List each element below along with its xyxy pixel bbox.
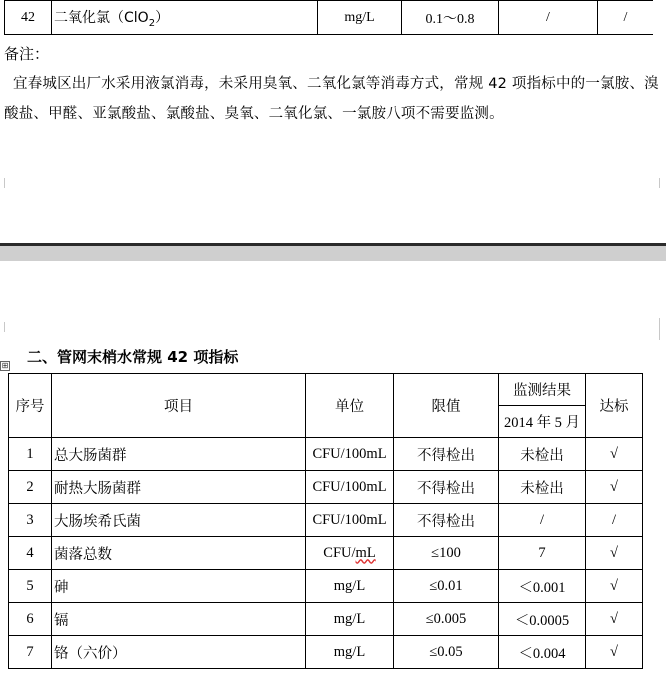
margin-mark-left-bottom — [4, 322, 11, 332]
row-unit: CFU/100mL — [306, 504, 394, 537]
row-index: 2 — [9, 471, 52, 504]
table-row — [9, 603, 643, 636]
row-result: 7 — [499, 537, 586, 570]
row-index: 4 — [9, 537, 52, 570]
table-row — [9, 504, 643, 537]
table-row — [9, 438, 643, 471]
page-gap — [0, 246, 666, 261]
row-item-name: 二氧化氯（ClO$_2$） — [52, 1, 318, 35]
margin-mark-right-top — [659, 178, 666, 188]
row-pass: √ — [586, 603, 643, 636]
row-limit: 不得检出 — [394, 504, 499, 537]
row-unit: CFU/100mL — [306, 471, 394, 504]
row-unit: mg/L — [306, 603, 394, 636]
row-pass: / — [598, 1, 654, 35]
row-item-name: 砷 — [52, 570, 306, 603]
row-unit: CFU/100mL — [306, 438, 394, 471]
row-result: / — [499, 504, 586, 537]
row-limit: ≤100 — [394, 537, 499, 570]
table-row — [5, 1, 654, 35]
table-row — [9, 471, 643, 504]
row-limit: ≤0.005 — [394, 603, 499, 636]
table-row — [9, 570, 643, 603]
table-header-row — [9, 374, 643, 406]
row-pass: √ — [586, 636, 643, 669]
row-index: 7 — [9, 636, 52, 669]
row-result: ＜0.001 — [499, 570, 586, 603]
row-unit: mg/L — [306, 570, 394, 603]
header-result-group: 监测结果 — [499, 374, 586, 406]
row-pass: / — [586, 504, 643, 537]
row-pass: √ — [586, 537, 643, 570]
row-limit: ≤0.05 — [394, 636, 499, 669]
row-index: 5 — [9, 570, 52, 603]
top-table-fragment — [4, 0, 653, 35]
row-pass: √ — [586, 471, 643, 504]
row-result: 未检出 — [499, 438, 586, 471]
margin-mark-right-bottom — [659, 318, 666, 340]
row-pass: √ — [586, 438, 643, 471]
row-index: 6 — [9, 603, 52, 636]
row-index: 3 — [9, 504, 52, 537]
row-unit: mg/L — [306, 636, 394, 669]
row-item-name: 耐热大肠菌群 — [52, 471, 306, 504]
row-item-name: 菌落总数 — [52, 537, 306, 570]
notes-label: 备注： — [4, 45, 50, 63]
row-result: / — [499, 1, 598, 35]
row-item-name: 总大肠菌群 — [52, 438, 306, 471]
row-limit: 不得检出 — [394, 438, 499, 471]
row-limit: 不得检出 — [394, 471, 499, 504]
margin-mark-left-top — [4, 178, 11, 188]
row-limit: ≤0.01 — [394, 570, 499, 603]
row-index: 1 — [9, 438, 52, 471]
row-unit: CFU/mL — [306, 537, 394, 570]
header-result-date: 2014 年 5 月 — [499, 406, 586, 438]
row-item-name: 大肠埃希氏菌 — [52, 504, 306, 537]
table-row — [9, 537, 643, 570]
row-item-name: 镉 — [52, 603, 306, 636]
header-index: 序号 — [9, 374, 52, 438]
table-row — [9, 636, 643, 669]
row-limit: 0.1～0.8 — [402, 1, 499, 35]
row-result: ＜0.0005 — [499, 603, 586, 636]
header-item: 项目 — [52, 374, 306, 438]
spellcheck-underline: mL — [355, 544, 376, 561]
row-index: 42 — [5, 1, 52, 35]
section-title: 二、管网末梢水常规 42 项指标 — [27, 348, 239, 366]
indicator-table — [8, 373, 643, 669]
notes-text: 宜春城区出厂水采用液氯消毒，未采用臭氧、二氧化氯等消毒方式，常规 42 项指标中的一氯胺、溴酸盐、甲醛、亚氯酸盐、氯酸盐、臭氧、二氧化氯、一氯胺八项不需要监测。 — [4, 76, 659, 122]
row-pass: √ — [586, 570, 643, 603]
row-result: ＜0.004 — [499, 636, 586, 669]
header-limit: 限值 — [394, 374, 499, 438]
row-result: 未检出 — [499, 471, 586, 504]
row-unit: mg/L — [318, 1, 402, 35]
header-pass: 达标 — [586, 374, 643, 438]
header-unit: 单位 — [306, 374, 394, 438]
table-move-handle-icon[interactable]: ⊞ — [1, 361, 9, 370]
row-item-name: 铬（六价） — [52, 636, 306, 669]
